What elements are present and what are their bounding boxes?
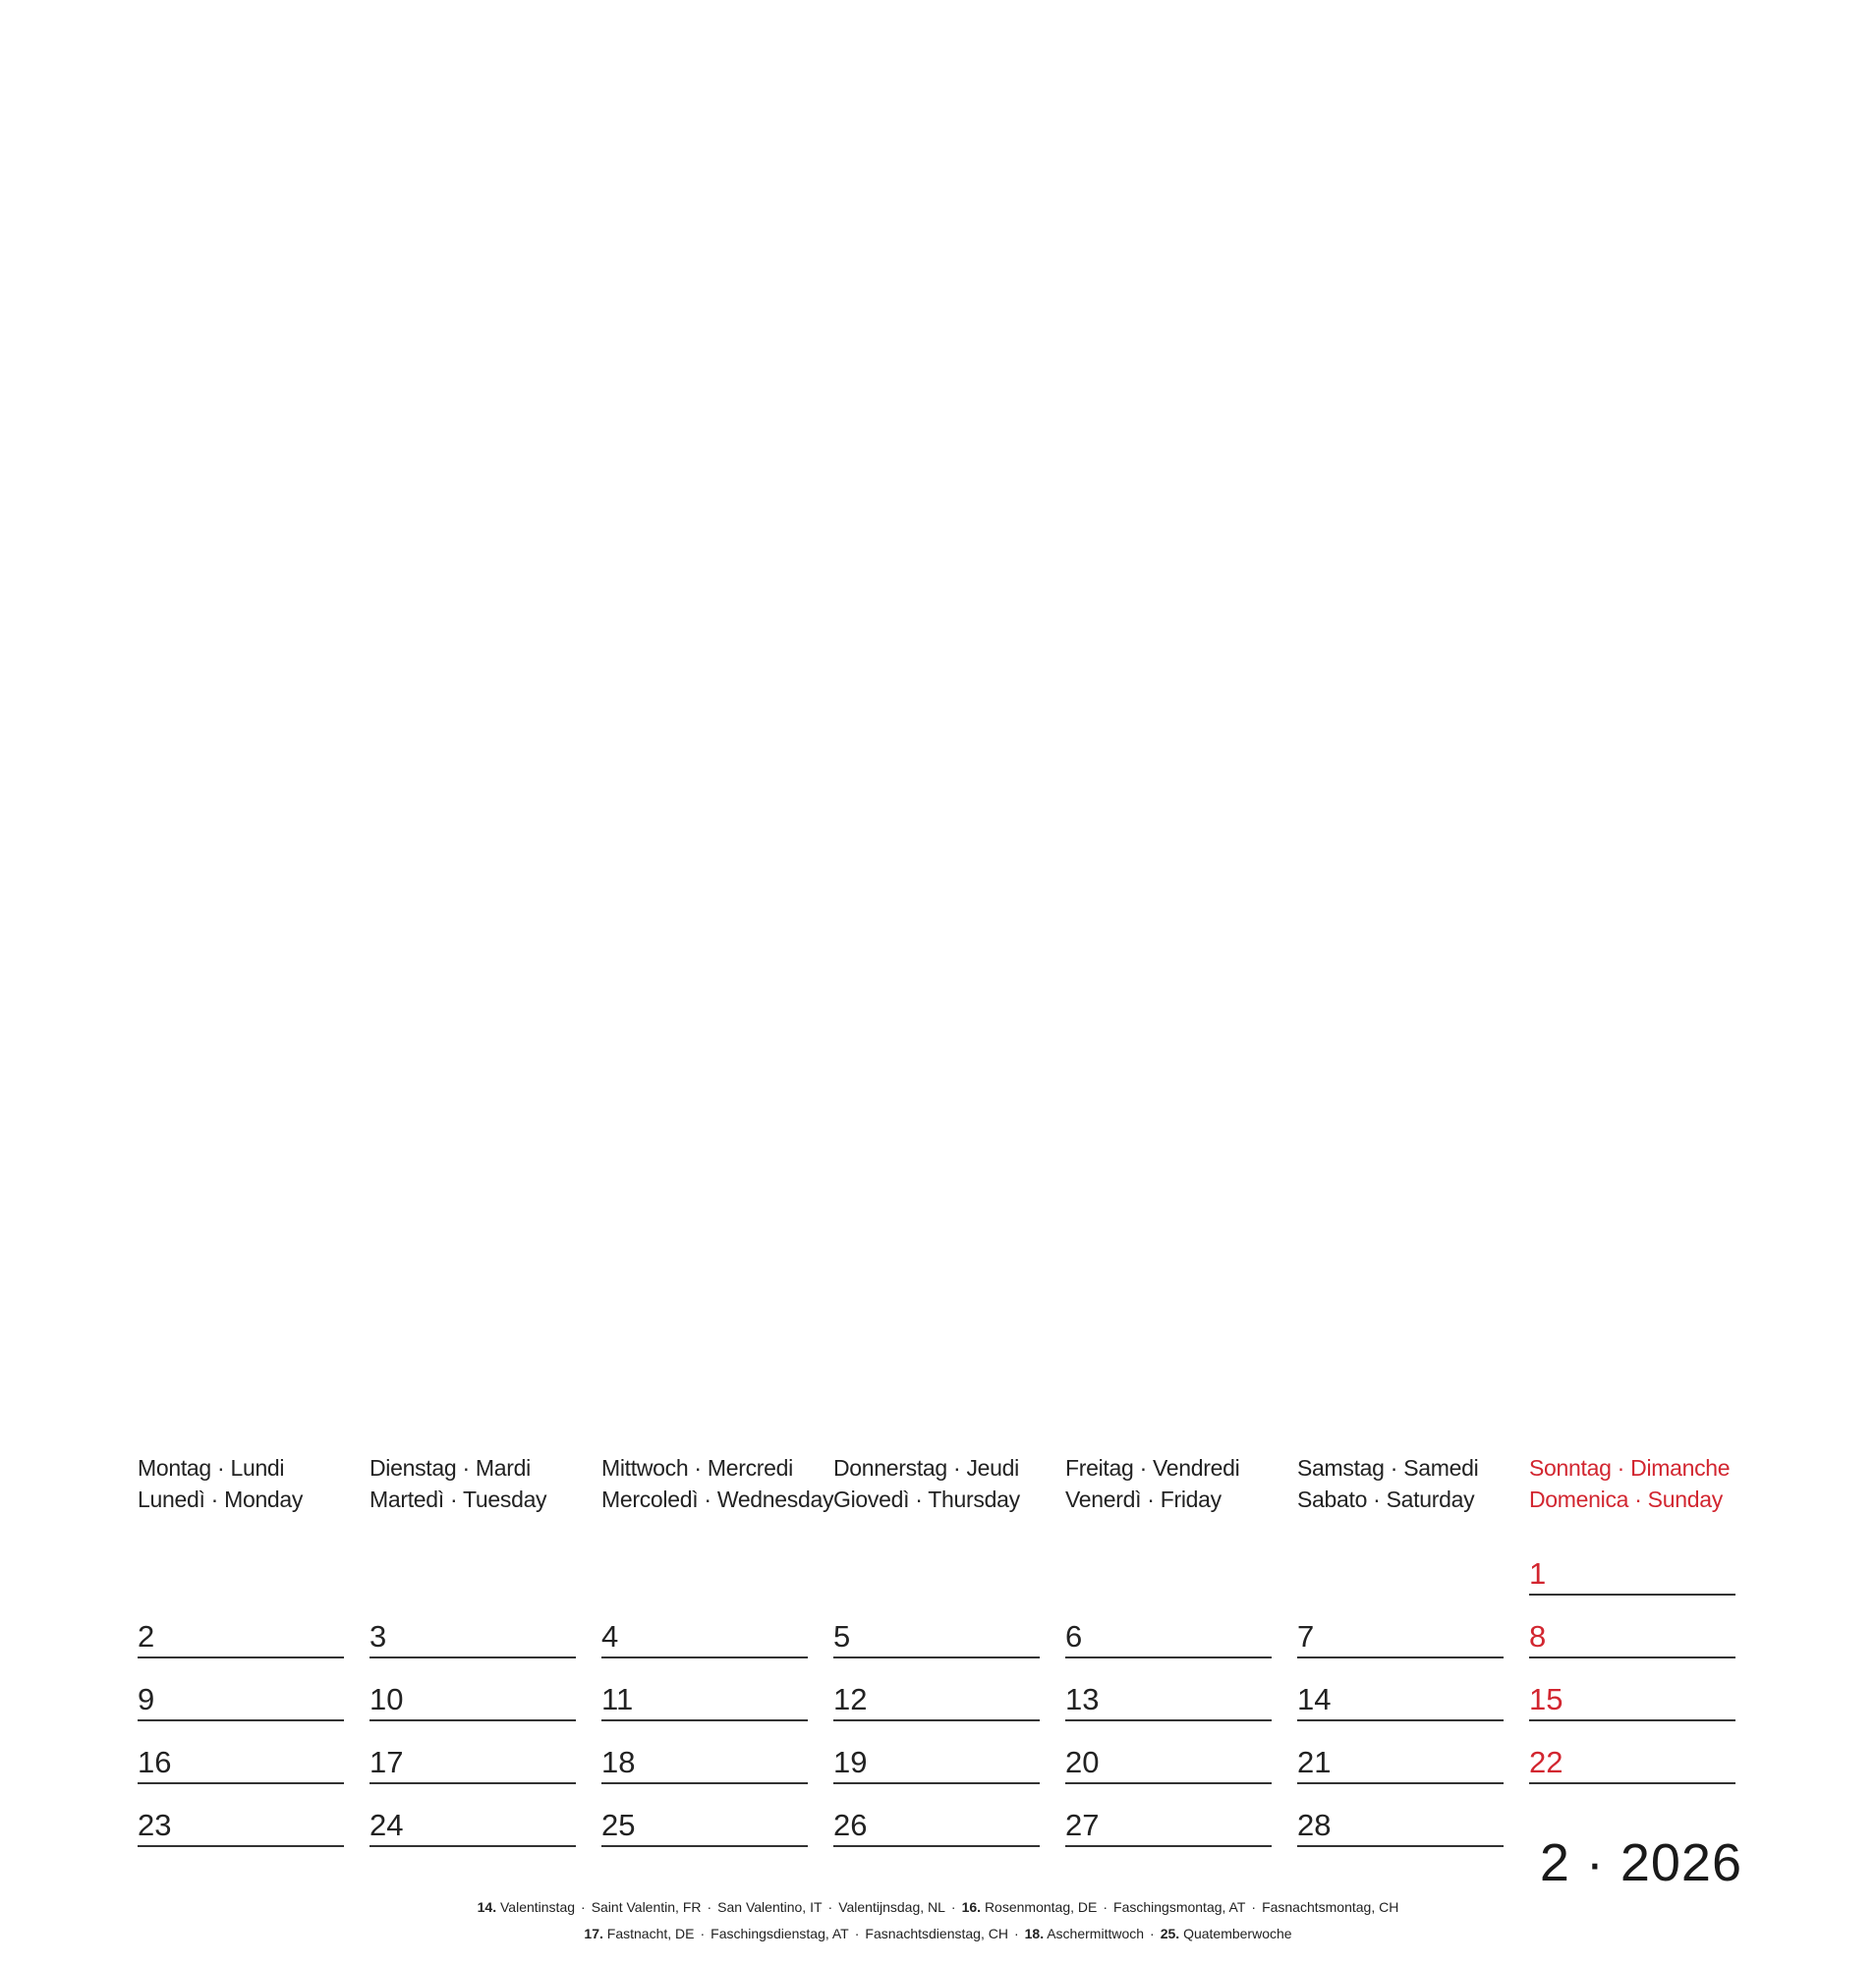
holiday-item <box>962 1899 1098 1915</box>
holiday-name: Fasnachtsmontag, CH <box>1262 1899 1399 1915</box>
day-cell <box>601 1603 808 1658</box>
weekday-name-line2: Mercoledì · Wednesday <box>601 1487 834 1512</box>
holiday-name: San Valentino, IT <box>717 1899 823 1915</box>
day-number: 6 <box>1065 1619 1083 1654</box>
day-cell <box>1297 1666 1504 1721</box>
day-number: 2 <box>138 1619 155 1654</box>
day-cell <box>1529 1541 1735 1596</box>
day-cell <box>370 1603 576 1658</box>
day-cell <box>833 1792 1040 1847</box>
day-number: 25 <box>601 1808 636 1842</box>
holiday-notes <box>0 1894 1876 1947</box>
holiday-line-2 <box>0 1921 1876 1947</box>
empty-day-cell <box>601 1541 808 1596</box>
weekday-name-line2: Venerdì · Friday <box>1065 1487 1222 1512</box>
holiday-item <box>1262 1899 1398 1915</box>
day-cell <box>833 1603 1040 1658</box>
day-number: 7 <box>1297 1619 1315 1654</box>
day-number: 22 <box>1529 1745 1563 1779</box>
weeks-grid <box>138 1541 1747 1855</box>
holiday-item <box>838 1899 945 1915</box>
weekday-header-3 <box>601 1452 834 1515</box>
day-number: 4 <box>601 1619 619 1654</box>
weekday-name-line1: Donnerstag · Jeudi <box>833 1455 1019 1481</box>
holiday-date: 18. <box>1024 1926 1045 1941</box>
weekday-header-4 <box>833 1452 1054 1515</box>
day-cell <box>1529 1603 1735 1658</box>
day-cell <box>138 1792 344 1847</box>
day-number: 21 <box>1297 1745 1332 1779</box>
day-cell <box>1065 1729 1272 1784</box>
holiday-item <box>1025 1926 1144 1941</box>
day-cell <box>1065 1792 1272 1847</box>
day-number: 9 <box>138 1682 155 1716</box>
holiday-date: 25. <box>1160 1926 1180 1941</box>
holiday-item <box>584 1926 694 1941</box>
day-cell <box>138 1603 344 1658</box>
day-number: 11 <box>601 1682 634 1716</box>
holiday-item <box>711 1926 849 1941</box>
holiday-name: Faschingsdienstag, AT <box>711 1926 849 1941</box>
weekday-name-line2: Sabato · Saturday <box>1297 1487 1475 1512</box>
holiday-item <box>1161 1926 1292 1941</box>
day-number: 20 <box>1065 1745 1100 1779</box>
empty-day-cell <box>138 1541 344 1596</box>
week-row <box>138 1666 1747 1729</box>
holiday-line-1 <box>0 1894 1876 1921</box>
day-number: 19 <box>833 1745 868 1779</box>
week-row <box>138 1729 1747 1792</box>
weekday-name-line1: Montag · Lundi <box>138 1455 285 1481</box>
weekday-name-line1: Dienstag · Mardi <box>370 1455 531 1481</box>
day-number: 28 <box>1297 1808 1332 1842</box>
week-row <box>138 1792 1747 1855</box>
day-number: 3 <box>370 1619 387 1654</box>
week-row <box>138 1541 1747 1603</box>
day-cell <box>1529 1729 1735 1784</box>
holiday-item <box>1113 1899 1245 1915</box>
weekday-name-line2: Lunedì · Monday <box>138 1487 304 1512</box>
holiday-name: Rosenmontag, DE <box>984 1899 1098 1915</box>
weekday-header-6 <box>1297 1452 1518 1515</box>
day-cell <box>1297 1729 1504 1784</box>
day-cell <box>601 1729 808 1784</box>
day-number: 23 <box>138 1808 172 1842</box>
holiday-name: Saint Valentin, FR <box>591 1899 702 1915</box>
month-title: 2 · 2026 <box>1539 1833 1742 1892</box>
day-cell <box>1297 1603 1504 1658</box>
day-number: 15 <box>1529 1682 1563 1716</box>
holiday-name: Valentinstag <box>500 1899 576 1915</box>
holiday-date: 17. <box>584 1926 603 1941</box>
separator-dot: · <box>581 1899 586 1915</box>
separator-dot: · <box>827 1899 833 1915</box>
day-cell <box>833 1666 1040 1721</box>
day-number: 5 <box>833 1619 851 1654</box>
day-number: 27 <box>1065 1808 1100 1842</box>
week-row <box>138 1603 1747 1666</box>
separator-dot: · <box>700 1926 706 1941</box>
day-number: 24 <box>370 1808 404 1842</box>
day-cell <box>138 1666 344 1721</box>
holiday-date: 14. <box>477 1899 497 1915</box>
day-cell <box>1065 1666 1272 1721</box>
separator-dot: · <box>1013 1926 1019 1941</box>
separator-dot: · <box>707 1899 712 1915</box>
separator-dot: · <box>1251 1899 1257 1915</box>
holiday-name: Quatemberwoche <box>1183 1926 1292 1941</box>
holiday-item <box>717 1899 822 1915</box>
holiday-name: Aschermittwoch <box>1047 1926 1145 1941</box>
weekday-name-line1: Freitag · Vendredi <box>1065 1455 1240 1481</box>
holiday-item <box>865 1926 1008 1941</box>
weekday-header-row <box>138 1452 1747 1541</box>
separator-dot: · <box>854 1926 860 1941</box>
day-cell <box>601 1792 808 1847</box>
day-cell <box>138 1729 344 1784</box>
day-number: 17 <box>370 1745 404 1779</box>
holiday-item <box>478 1899 575 1915</box>
holiday-item <box>592 1899 702 1915</box>
separator-dot: · <box>1150 1926 1155 1941</box>
day-cell <box>1297 1792 1504 1847</box>
day-cell <box>1529 1666 1735 1721</box>
empty-day-cell <box>1297 1541 1504 1596</box>
separator-dot: · <box>1103 1899 1109 1915</box>
day-number: 13 <box>1065 1682 1100 1716</box>
weekday-name-line2: Martedì · Tuesday <box>370 1487 547 1512</box>
day-cell <box>370 1792 576 1847</box>
day-cell <box>601 1666 808 1721</box>
day-number: 1 <box>1529 1556 1547 1591</box>
day-number: 26 <box>833 1808 868 1842</box>
weekday-header-5 <box>1065 1452 1286 1515</box>
empty-day-cell <box>1065 1541 1272 1596</box>
day-number: 16 <box>138 1745 172 1779</box>
weekday-name-line1: Sonntag · Dimanche <box>1529 1455 1731 1481</box>
weekday-header-7 <box>1529 1452 1750 1515</box>
day-number: 8 <box>1529 1619 1547 1654</box>
weekday-name-line2: Domenica · Sunday <box>1529 1487 1723 1512</box>
day-number: 18 <box>601 1745 636 1779</box>
day-number: 12 <box>833 1682 868 1716</box>
holiday-name: Fastnacht, DE <box>606 1926 695 1941</box>
weekday-name-line1: Samstag · Samedi <box>1297 1455 1479 1481</box>
day-cell <box>370 1729 576 1784</box>
holiday-date: 16. <box>961 1899 982 1915</box>
day-cell <box>370 1666 576 1721</box>
day-cell <box>833 1729 1040 1784</box>
day-number: 10 <box>370 1682 404 1716</box>
calendar-grid <box>138 1452 1747 1855</box>
separator-dot: · <box>950 1899 956 1915</box>
weekday-name-line2: Giovedì · Thursday <box>833 1487 1020 1512</box>
holiday-name: Faschingsmontag, AT <box>1113 1899 1246 1915</box>
weekday-header-1 <box>138 1452 359 1515</box>
empty-day-cell <box>833 1541 1040 1596</box>
holiday-name: Valentijnsdag, NL <box>838 1899 945 1915</box>
weekday-name-line1: Mittwoch · Mercredi <box>601 1455 793 1481</box>
empty-day-cell <box>370 1541 576 1596</box>
weekday-header-2 <box>370 1452 591 1515</box>
holiday-name: Fasnachtsdienstag, CH <box>865 1926 1008 1941</box>
day-cell <box>1065 1603 1272 1658</box>
day-number: 14 <box>1297 1682 1332 1716</box>
